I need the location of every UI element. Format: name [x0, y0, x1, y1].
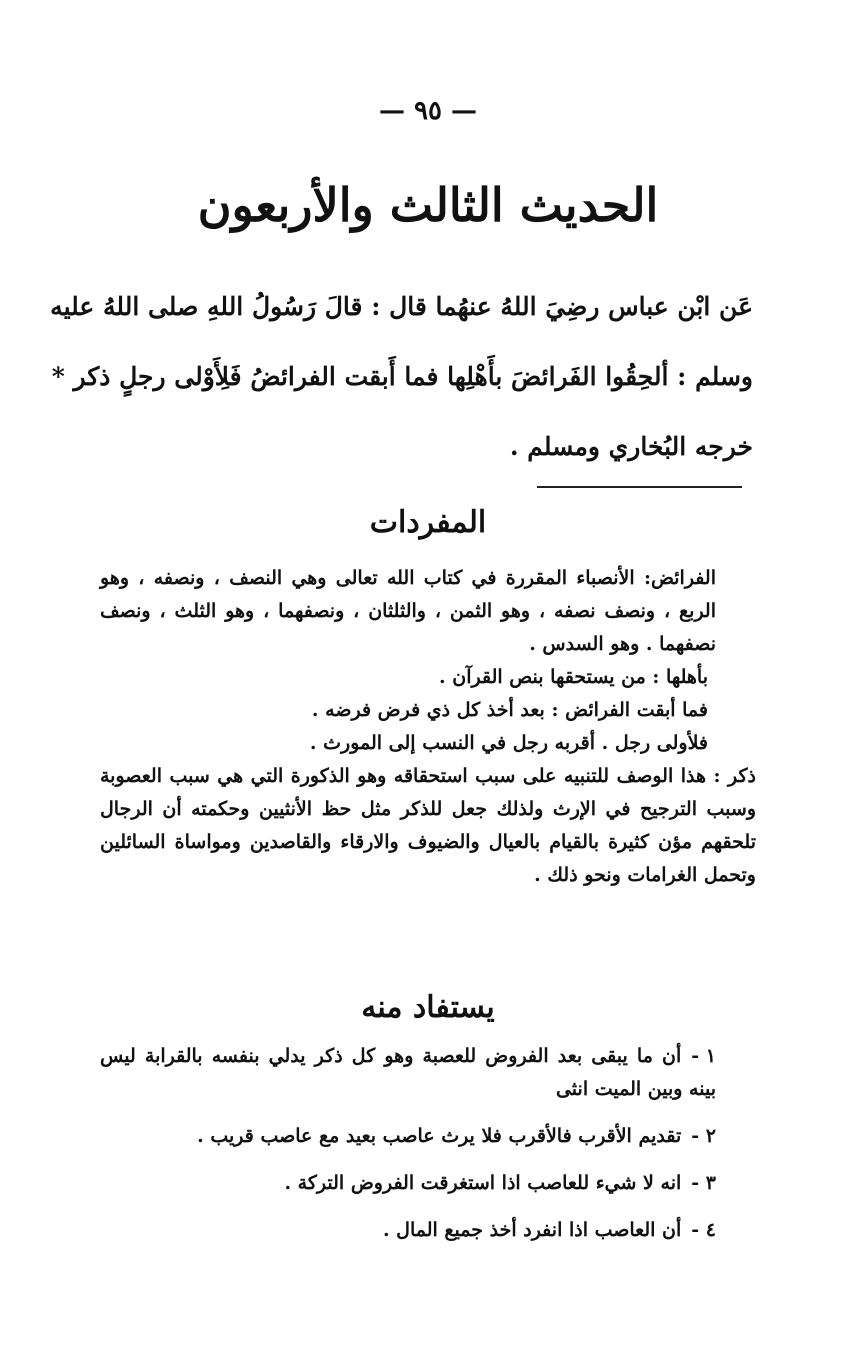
hadith-title: الحديث الثالث والأربعون — [197, 178, 659, 232]
benefit-number: ٢ - — [691, 1125, 716, 1147]
vocab-ma-abqat: فما أبقت الفرائض : بعد أخذ كل ذي فرض فرضه . — [311, 699, 708, 721]
benefit-number: ٣ - — [691, 1172, 716, 1194]
vocab-awla-rajul: فلأولى رجل . أقربه رجل في النسب إلى المورث . — [309, 732, 708, 754]
vocab-heading: المفردات — [369, 505, 487, 540]
vocab-ahliha: بأهلها : من يستحقها بنص القرآن . — [439, 666, 708, 688]
vocab-faraid: الفرائض: الأنصباء المقررة في كتاب الله تعالى وهي النصف ، ونصفه ، وهو الربع ، ونصف نصفه ، وهو الثمن ، والثلثان ، ونصفهما ، وهو الثلث ، ونصف نصفهما . وهو السدس . — [100, 567, 716, 655]
benefits-list — [100, 1040, 756, 1247]
benefit-item — [100, 1214, 756, 1247]
benefit-item — [100, 1167, 756, 1200]
benefit-number: ١ - — [691, 1045, 716, 1067]
benefit-item — [100, 1040, 756, 1106]
benefit-text: أن العاصب اذا انفرد أخذ جميع المال . — [382, 1219, 682, 1241]
benefit-number: ٤ - — [691, 1219, 716, 1241]
benefit-text: انه لا شيء للعاصب اذا استغرقت الفروض التركة . — [284, 1172, 682, 1194]
benefit-text: أن ما يبقى بعد الفروض للعصبة وهو كل ذكر يدلي بنفسه بالقرابة ليس بينه وبين الميت انثى — [100, 1045, 716, 1100]
section-divider — [537, 486, 742, 488]
vocab-section — [100, 562, 756, 892]
hadith-source: خرجه البُخاري ومسلم . — [509, 432, 753, 461]
page-number: — ٩٥ — — [378, 96, 478, 126]
benefits-heading: يستفاد منه — [361, 990, 495, 1025]
hadith-line-1: عَن ابْن عباس رضِيَ اللهُ عنهُما قال : قالَ رَسُولُ اللهِ صلى اللهُ عليه — [50, 292, 753, 321]
hadith-text — [50, 272, 753, 482]
hadith-line-2: وسلم : ألحِقُوا الفَرائضَ بأَهْلِها فما أَبقت الفرائضُ فَلِأَوْلى رجلٍ ذكر * — [51, 362, 753, 391]
benefit-item — [100, 1120, 756, 1153]
vocab-dhakar: ذكر : هذا الوصف للتنبيه على سبب استحقاقه وهو الذكورة التي هي سبب العصوبة وسبب الترجيح في الإرث ولذلك جعل للذكر مثل حظ الأنثيين وحكمته أن الرجال تلحقهم مؤن كثيرة بالقيام بالعيال والضيوف والارقاء والقاصدين ومواساة السائلين وتحمل الغرامات ونحو ذلك . — [100, 765, 756, 886]
benefit-text: تقديم الأقرب فالأقرب فلا يرث عاصب بعيد مع عاصب قريب . — [197, 1125, 682, 1147]
